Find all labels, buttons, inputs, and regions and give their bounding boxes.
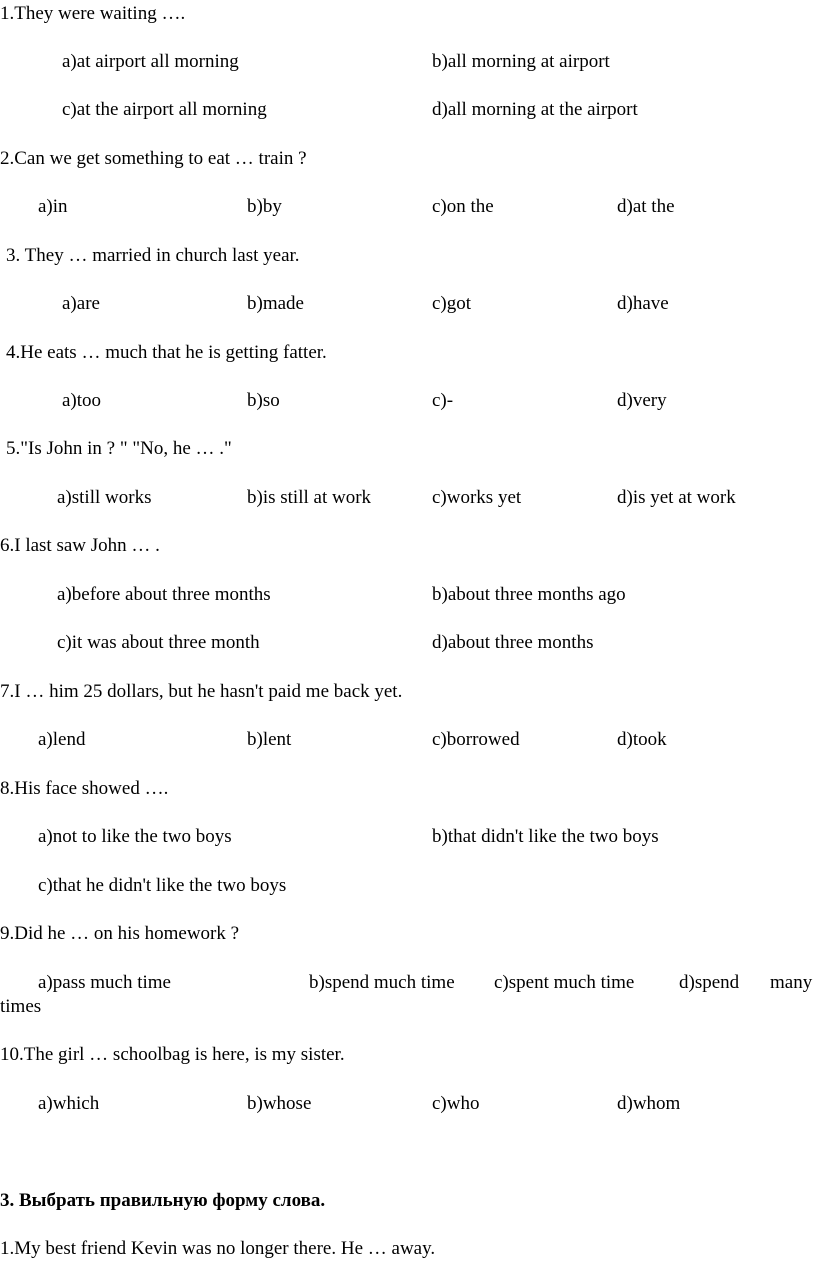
question-5-option-a: a)still works [57, 487, 152, 508]
question-6-option-a: a)before about three months [57, 584, 271, 605]
question-6-option-d: d)about three months [432, 632, 594, 653]
question-10-text: 10.The girl … schoolbag is here, is my sister. [0, 1044, 345, 1065]
question-7-option-c: c)borrowed [432, 729, 520, 750]
question-5-option-d: d)is yet at work [617, 487, 736, 508]
question-1-option-c: c)at the airport all morning [62, 99, 267, 120]
question-5-text: 5."Is John in ? " "No, he … ." [6, 438, 232, 459]
question-6-option-c: c)it was about three month [57, 632, 260, 653]
question-5-option-c: c)works yet [432, 487, 522, 508]
section-item-1: 1.My best friend Kevin was no longer there. He … away. [0, 1238, 436, 1259]
question-1-option-a: a)at airport all morning [62, 51, 239, 72]
question-9-option-a: a)pass much time [38, 972, 171, 993]
question-1-option-b: b)all morning at airport [432, 51, 610, 72]
question-7-option-b: b)lent [247, 729, 292, 750]
question-4-option-b: b)so [247, 390, 280, 411]
question-7-option-a: a)lend [38, 729, 86, 750]
question-4-option-d: d)very [617, 390, 667, 411]
section-heading: 3. Выбрать правильную форму слова. [0, 1190, 326, 1211]
question-9-option-b: b)spend much time [309, 972, 455, 993]
question-3-option-a: a)are [62, 293, 100, 314]
question-9-option-c: c)spent much time [494, 972, 635, 993]
question-3-text: 3. They … married in church last year. [6, 245, 300, 266]
question-1-text: 1.They were waiting …. [0, 3, 186, 24]
question-9-option-d-wrap: times [0, 996, 42, 1017]
question-3-option-b: b)made [247, 293, 304, 314]
question-2-text: 2.Can we get something to eat … train ? [0, 148, 307, 169]
question-2-option-d: d)at the [617, 196, 675, 217]
question-1-option-d: d)all morning at the airport [432, 99, 638, 120]
question-3-option-d: d)have [617, 293, 669, 314]
question-8-option-c: c)that he didn't like the two boys [38, 875, 287, 896]
question-2-option-b: b)by [247, 196, 282, 217]
question-4-text: 4.He eats … much that he is getting fatter. [6, 342, 327, 363]
question-10-option-d: d)whom [617, 1093, 681, 1114]
question-5-option-b: b)is still at work [247, 487, 372, 508]
question-4-option-c: c)- [432, 390, 454, 411]
question-8-text: 8.His face showed …. [0, 778, 169, 799]
question-3-option-c: c)got [432, 293, 472, 314]
question-10-option-b: b)whose [247, 1093, 312, 1114]
question-6-text: 6.I last saw John … . [0, 535, 160, 556]
question-2-option-a: a)in [38, 196, 68, 217]
question-7-text: 7.I … him 25 dollars, but he hasn't paid me back yet. [0, 681, 403, 702]
question-4-option-a: a)too [62, 390, 102, 411]
question-7-option-d: d)took [617, 729, 667, 750]
question-9-option-d-continued: many [770, 972, 813, 993]
question-10-option-a: a)which [38, 1093, 100, 1114]
question-9-option-d: d)spend [679, 972, 740, 993]
question-8-option-a: a)not to like the two boys [38, 826, 232, 847]
question-9-text: 9.Did he … on his homework ? [0, 923, 240, 944]
question-10-option-c: c)who [432, 1093, 480, 1114]
question-2-option-c: c)on the [432, 196, 494, 217]
question-6-option-b: b)about three months ago [432, 584, 626, 605]
question-8-option-b: b)that didn't like the two boys [432, 826, 659, 847]
